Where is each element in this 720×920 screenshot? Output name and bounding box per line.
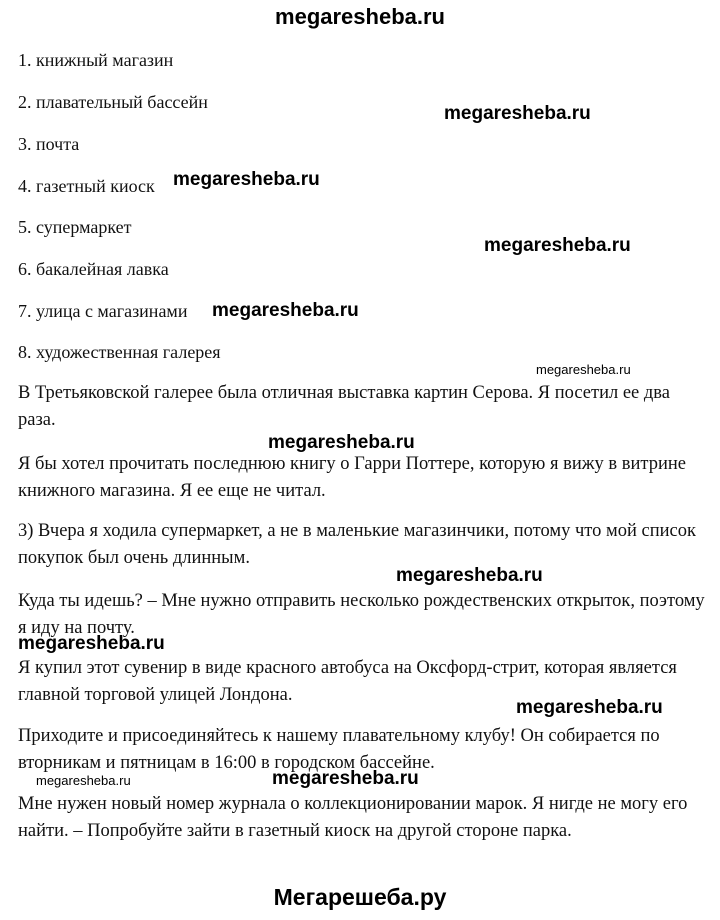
- watermark: megaresheba.ru: [396, 565, 543, 586]
- list-item: 7. улица с магазинами: [18, 301, 188, 321]
- paragraph: Я купил этот сувенир в виде красного автобуса на Оксфорд-стрит, которая является главной торговой улицей Лондона.: [18, 658, 677, 705]
- paragraph: Куда ты идешь? – Мне нужно отправить несколько рождественских открыток, поэтому я иду на почту.: [18, 591, 705, 638]
- paragraph: 3) Вчера я ходила супермаркет, а не в маленькие магазинчики, потому что мой список покупок был очень длинным.: [18, 521, 696, 568]
- site-header-watermark: megaresheba.ru: [275, 4, 445, 29]
- list-item: 8. художественная галерея: [18, 342, 221, 362]
- watermark: megaresheba.ru: [36, 773, 131, 788]
- watermark: megaresheba.ru: [272, 768, 419, 789]
- list-item: 1. книжный магазин: [18, 50, 174, 70]
- watermark: megaresheba.ru: [444, 103, 591, 124]
- paragraph: Я бы хотел прочитать последнюю книгу о Гарри Поттере, которую я вижу в витрине книжного магазина. Я ее еще не читал.: [18, 454, 686, 501]
- list-item: 3. почта: [18, 134, 80, 154]
- list-item: 4. газетный киоск: [18, 176, 155, 196]
- watermark: megaresheba.ru: [536, 362, 631, 377]
- list-item: 2. плавательный бассейн: [18, 92, 208, 112]
- paragraph: Мне нужен новый номер журнала о коллекционировании марок. Я нигде не могу его найти. – Попробуйте зайти в газетный киоск на другой стороне парка.: [18, 794, 688, 841]
- site-footer-title: Мегарешеба.ру: [273, 884, 447, 910]
- watermark: megaresheba.ru: [268, 432, 415, 453]
- list-item: 5. супермаркет: [18, 217, 132, 237]
- paragraph: Приходите и присоединяйтесь к нашему плавательному клубу! Он собирается по вторникам и пятницам в 16:00 в городском бассейне.: [18, 726, 660, 773]
- watermark: megaresheba.ru: [516, 697, 663, 718]
- paragraph: В Третьяковской галерее была отличная выставка картин Серова. Я посетил ее два раза.: [18, 383, 671, 430]
- watermark: megaresheba.ru: [212, 300, 359, 321]
- watermark: megaresheba.ru: [173, 169, 320, 190]
- watermark: megaresheba.ru: [18, 633, 165, 654]
- list-item: 6. бакалейная лавка: [18, 259, 169, 279]
- watermark: megaresheba.ru: [484, 235, 631, 256]
